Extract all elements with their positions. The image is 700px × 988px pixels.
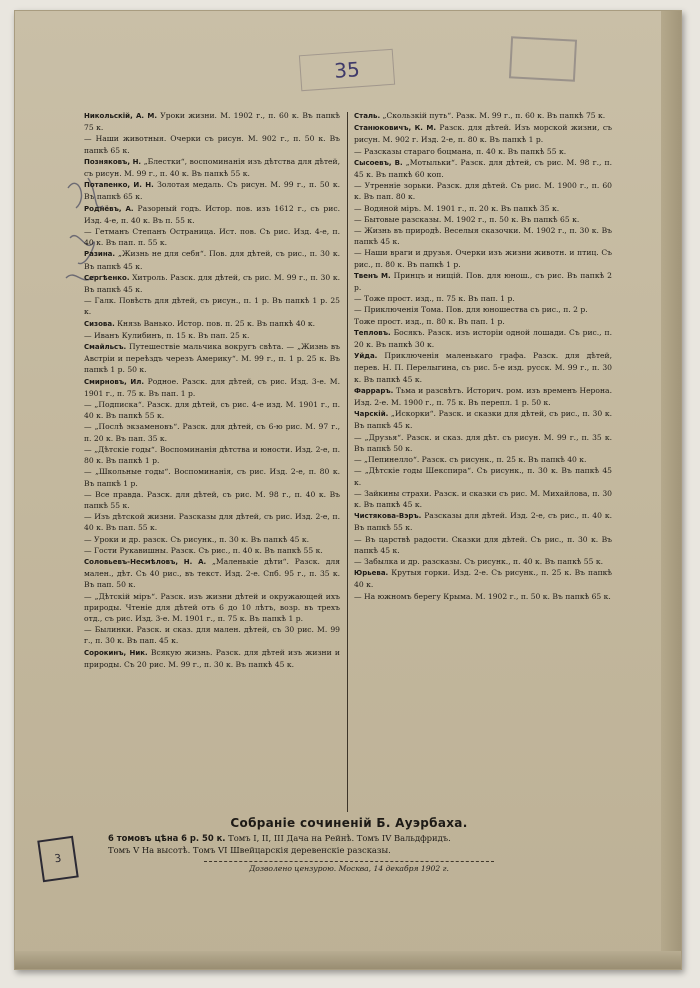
- entry-text: — Утренніе зорьки. Разск. для дѣтей. Съ рис. М. 1900 г., п. 60 к. Въ пап. 80 к.: [354, 181, 612, 202]
- entry-text: — Все правда. Разск. для дѣтей, съ рис. М. 98 г., п. 40 к. Въ папкѣ 55 к.: [84, 489, 340, 510]
- entry-text: Тоже прост. изд., п. 80 к. Въ пап. 1 р.: [354, 316, 505, 326]
- stamp-bottom-left: 3: [37, 836, 78, 883]
- catalogue-entry: [354, 316, 612, 327]
- catalogue-entry: [84, 624, 340, 646]
- catalogue-entry: [84, 376, 340, 399]
- entry-text: Уроки жизни. М. 1902 г., п. 60 к. Въ папкѣ 75 к.: [84, 111, 340, 133]
- catalogue-entry: [354, 180, 612, 202]
- entry-text: Разсказы для дѣтей. Изд. 2-е, съ рис., п. 40 к. Въ папкѣ 55 к.: [354, 511, 612, 533]
- catalogue-entry: [84, 295, 340, 317]
- entry-text: — „Послѣ экзаменовъ“. Разск. для дѣтей, съ 6-ю рис. М. 97 г., п. 20 к. Въ пап. 35 к.: [84, 422, 340, 443]
- catalogue-entry: [354, 488, 612, 510]
- entry-text: — „Школьные годы“. Воспоминанія, съ рис. Изд. 2-е, п. 80 к. Въ папкѣ 1 р.: [84, 467, 340, 488]
- entry-text: — „Подписка“. Разск. для дѣтей, съ рис. 4-е изд. М. 1901 г., п. 40 к. Въ папкѣ 55 к.: [84, 400, 340, 421]
- entry-text: Родное. Разск. для дѣтей, съ рис. Изд. 3-е. М. 1901 г., п. 75 к. Въ пап. 1 р.: [84, 376, 340, 398]
- footer-line-1: [84, 832, 614, 844]
- footer-line-2: Томъ V На высотѣ. Томъ VI Швейцарскія деревенскіе разсказы.: [108, 845, 391, 855]
- entry-text: Золотая медаль. Съ рисун. М. 99 г., п. 50 к. Въ папкѣ 65 к.: [84, 180, 340, 202]
- catalogue-entry: [84, 272, 340, 295]
- catalogue-left-column: [84, 110, 340, 810]
- entry-author: Чистякова-Вэръ.: [354, 512, 422, 521]
- entry-author: Сорокинъ, Ник.: [84, 648, 148, 657]
- entry-text: — „Друзья“. Разск. и сказ. для дѣт. съ рисун. М. 99 г., п. 35 к. Въ папкѣ 50 к.: [354, 432, 612, 453]
- entry-text: „Блестки“, воспоминанія изъ дѣтства для дѣтей, съ рисун. М. 99 г., п. 40 к. Въ папкѣ 55 к.: [84, 156, 340, 179]
- entry-author: Роднёвъ, А.: [84, 204, 134, 213]
- entry-author: Юрьева.: [354, 569, 389, 578]
- catalogue-entry: [84, 444, 340, 466]
- entry-text: — „Дѣтскій міръ“. Разск. изъ жизни дѣтей и окружающей ихъ природы. Чтеніе для дѣтей отъ 6 до 10 лѣтъ, возр. въ трехъ отд., съ рис. Изд. 3-е. М. 1901 г., п. 75 к. Въ папкѣ 1 р.: [84, 591, 340, 623]
- catalogue-entry: [84, 226, 340, 248]
- catalogue-entry: [84, 421, 340, 443]
- entry-text: „Мотыльки“. Разск. для дѣтей, съ рис. М. 98 г., п. 45 к. Въ папкѣ 60 коп.: [354, 157, 612, 180]
- library-stamp-mark: [509, 36, 577, 81]
- footer-volumes-1: Томъ I, II, III Дача на Рейнѣ. Томъ IV Вальдфридъ.: [225, 833, 451, 843]
- entry-text: — Зайкины страхи. Разск. и сказки съ рис. М. Михайлова, п. 30 к. Въ папкѣ 45 к.: [354, 488, 612, 509]
- catalogue-entry: [84, 511, 340, 533]
- catalogue-entry: [84, 545, 340, 556]
- catalogue-entry: [354, 146, 612, 157]
- catalogue-entry: [354, 465, 612, 487]
- catalogue-right-column: [354, 110, 612, 810]
- entry-text: Принцъ и нищій. Пов. для юнош., съ рис. Въ папкѣ 2 р.: [354, 270, 612, 293]
- entry-author: Сергѣенко.: [84, 273, 130, 282]
- entry-text: — Разсказы стараго боцмана, п. 40 к. Въ папкѣ 55 к.: [354, 146, 567, 156]
- entry-text: Босякъ. Разск. изъ исторіи одной лошади. Съ рис., п. 20 к. Въ папкѣ 30 к.: [354, 327, 612, 350]
- catalogue-entry: [354, 214, 612, 225]
- entry-author: Никольскій, А. М.: [84, 112, 157, 120]
- entry-text: — Приключенія Тома. Пов. для юношества съ рис., п. 2 р.: [354, 305, 588, 315]
- entry-author: Соловьевъ-Несмѣловъ, Н. А.: [84, 557, 207, 566]
- catalogue-entry: [84, 133, 340, 155]
- library-stamp-number: 35: [299, 49, 395, 91]
- entry-text: „Жизнь не для себя“. Пов. для дѣтей, съ рис., п. 30 к. Въ папкѣ 45 к.: [84, 249, 340, 271]
- catalogue-entry: [354, 510, 612, 533]
- catalogue-entry: [84, 534, 340, 545]
- entry-author: Позняковъ, Н.: [84, 157, 142, 166]
- entry-text: — Гости Рукавишны. Разск. Съ рис., п. 40 к. Въ папкѣ 55 к.: [84, 545, 323, 555]
- entry-text: — Въ царствѣ радости. Сказки для дѣтей. Съ рис., п. 30 к. Въ папкѣ 45 к.: [354, 534, 612, 555]
- catalogue-entry: [354, 203, 612, 214]
- entry-text: — Былинки. Разск. и сказ. для мален. дѣтей, съ 30 рис. М. 99 г., п. 30 к. Въ пап. 45 к.: [84, 625, 340, 646]
- entry-author: Потапенко, И. Н.: [84, 181, 154, 190]
- footer-advert: [84, 812, 614, 873]
- catalogue-entry: [84, 647, 340, 670]
- catalogue-entry: [354, 110, 612, 122]
- entry-text: — Наши враги и друзья. Очерки изъ жизни животн. и птиц. Съ рис., п. 80 к. Въ папкѣ 1 р.: [354, 248, 612, 269]
- catalogue-entry: [84, 591, 340, 625]
- entry-text: Князь Ванько. Истор. пов. п. 25 к. Въ папкѣ 40 к.: [114, 318, 316, 328]
- entry-text: — „Пепинелло“. Разск. съ рисунк., п. 25 к. Въ папкѣ 40 к.: [354, 455, 587, 465]
- catalogue-entry: [84, 318, 340, 330]
- entry-text: — Гетманъ Степанъ Остраница. Ист. пов. Съ рис. Изд. 4-е, п. 40 к. Въ пап. п. 55 к.: [84, 227, 340, 248]
- catalogue-entry: [354, 122, 612, 145]
- entry-author: Уйда.: [354, 352, 378, 361]
- cover-edge-bottom: [15, 951, 681, 969]
- entry-text: Разорный годъ. Истор. пов. изъ 1612 г., съ рис. Изд. 4-е, п. 40 к. Въ п. 55 к.: [84, 203, 340, 225]
- catalogue-entry: [354, 293, 612, 304]
- entry-text: Разск. для дѣтей. Изъ морской жизни, съ рисун. М. 902 г. Изд. 2-е, п. 80 к. Въ папкѣ 1 р.: [354, 123, 612, 145]
- entry-text: — Тоже прост. изд., п. 75 к. Въ пап. 1 р.: [354, 294, 515, 304]
- catalogue-entry: [84, 110, 340, 133]
- entry-text: — Наши животныя. Очерки съ рисун. М. 902 г., п. 50 к. Въ папкѣ 65 к.: [84, 134, 340, 155]
- entry-author: Тепловъ.: [354, 328, 391, 337]
- catalogue-entry: [354, 534, 612, 556]
- entry-author: Сизова.: [84, 319, 115, 328]
- entry-text: „Искорки“. Разск. и сказки для дѣтей, съ рис., п. 30 к. Въ папкѣ 45 к.: [354, 409, 612, 431]
- catalogue-entry: [84, 179, 340, 202]
- catalogue-entry: [84, 466, 340, 488]
- catalogue-entry: [84, 489, 340, 511]
- catalogue-entry: [354, 350, 612, 385]
- entry-text: — На южномъ берегу Крыма. М. 1902 г., п. 50 к. Въ папкѣ 65 к.: [354, 591, 611, 601]
- entry-author: Сысоевъ, В.: [354, 158, 403, 167]
- entry-text: — „Дѣтскіе годы Шекспира“. Съ рисунк., п. 30 к. Въ папкѣ 45 к.: [354, 466, 612, 487]
- catalogue-entry: [354, 225, 612, 247]
- catalogue-entry: [354, 454, 612, 465]
- entry-text: — Уроки и др. разск. Съ рисунк., п. 30 к. Въ папкѣ 45 к.: [84, 534, 310, 544]
- entry-text: Приключенія маленькаго графа. Разск. для дѣтей, перев. Н. П. Перелыгина, съ рис. 5-е изд. русск. М. 99 г., п. 30 к. Въ папкѣ 45 к.: [354, 351, 612, 384]
- catalogue-entry: [84, 330, 340, 341]
- footer-title: Собраніе сочиненій Б. Ауэрбаха.: [230, 816, 468, 830]
- entry-text: — „Дѣтскіе годы“. Воспоминанія дѣтства и юности. Изд. 2-е, п. 80 к. Въ папкѣ 1 р.: [84, 444, 340, 466]
- entry-author: Смайльсъ.: [84, 343, 127, 352]
- catalogue-entry: [354, 591, 612, 602]
- entry-text: Всякую жизнь. Разск. для дѣтей изъ жизни и природы. Съ 20 рис. М. 99 г., п. 30 к. Въ папкѣ 45 к.: [84, 647, 340, 669]
- entry-text: „Маленькіе дѣти“. Разск. для мален., дѣт. Съ 40 рис., въ текст. Изд. 2-е. Спб. 95 г., п. 35 к. Въ пап. 50 к.: [84, 556, 340, 590]
- column-divider: [347, 112, 348, 812]
- entry-author: Смирновъ, Ил.: [84, 377, 145, 386]
- entry-text: — Изъ дѣтской жизни. Разсказы для дѣтей, съ рис. Изд. 2-е, п. 40 к. Въ пап. 55 к.: [84, 512, 340, 533]
- catalogue-entry: [84, 556, 340, 591]
- catalogue-entry: [354, 327, 612, 350]
- catalogue-entry: [84, 156, 340, 179]
- catalogue-page: [84, 100, 614, 885]
- catalogue-entry: [84, 248, 340, 271]
- entry-text: — Галк. Повѣсть для дѣтей, съ рисун., п. 1 р. Въ папкѣ 1 р. 25 к.: [84, 296, 340, 317]
- entry-text: „Скользкій путь“. Разк. М. 99 г., п. 60 к. Въ папкѣ 75 к.: [380, 111, 606, 120]
- catalogue-entry: [354, 567, 612, 590]
- entry-text: Крутыя горки. Изд. 2-е. Съ рисунк., п. 25 к. Въ папкѣ 40 к.: [354, 568, 612, 590]
- entry-text: — Иванъ Кулибинъ, п. 15 к. Въ пап. 25 к.: [84, 330, 250, 340]
- entry-text: — Бытовые разсказы. М. 1902 г., п. 50 к. Въ папкѣ 65 к.: [354, 214, 580, 224]
- entry-text: — Забылка и др. разсказы. Съ рисунк., п. 40 к. Въ папкѣ 55 к.: [354, 556, 604, 566]
- catalogue-entry: [84, 399, 340, 421]
- catalogue-entry: [354, 556, 612, 567]
- entry-text: — Водяной міръ. М. 1901 г., п. 20 к. Въ папкѣ 35 к.: [354, 203, 560, 213]
- entry-author: Станюковичъ, К. М.: [354, 124, 437, 133]
- catalogue-entry: [84, 203, 340, 226]
- entry-author: Сталь.: [354, 112, 381, 120]
- catalogue-entry: [354, 408, 612, 431]
- catalogue-entry: [354, 304, 612, 315]
- catalogue-entry: [354, 385, 612, 408]
- censorship-note: Дозволено цензурою. Москва, 14 декабря 1902 г.: [204, 861, 494, 873]
- entry-text: Хитроль. Разск. для дѣтей, съ рис. М. 99 г., п. 30 к. Въ папкѣ 45 к.: [84, 272, 340, 295]
- entry-author: Чарскій.: [354, 410, 389, 419]
- catalogue-entry: [354, 270, 612, 293]
- catalogue-entry: [84, 341, 340, 376]
- catalogue-entry: [354, 247, 612, 269]
- cover-edge-right: [661, 11, 681, 969]
- entry-text: Тьма и разсвѣтъ. Историч. ром. изъ временъ Нерона. Изд. 2-е. М. 1900 г., п. 75 к. Въ перепл. 1 р. 50 к.: [354, 385, 612, 408]
- entry-text: — Жизнь въ природѣ. Веселыя сказочки. М. 1902 г., п. 30 к. Въ папкѣ 45 к.: [354, 226, 612, 247]
- entry-author: Разина.: [84, 250, 116, 259]
- entry-author: Фарраръ.: [354, 386, 394, 395]
- catalogue-entry: [354, 157, 612, 180]
- catalogue-entry: [354, 432, 612, 454]
- footer-price: 6 томовъ цѣна 6 р. 50 к.: [108, 833, 226, 843]
- entry-author: Твенъ М.: [354, 271, 391, 280]
- entry-text: Путешествіе мальчика вокругъ свѣта. — „Жизнь въ Австріи и переѣздъ черезъ Америку“. М. 99 г., п. 1 р. 25 к. Въ папкѣ 1 р. 50 к.: [84, 342, 340, 375]
